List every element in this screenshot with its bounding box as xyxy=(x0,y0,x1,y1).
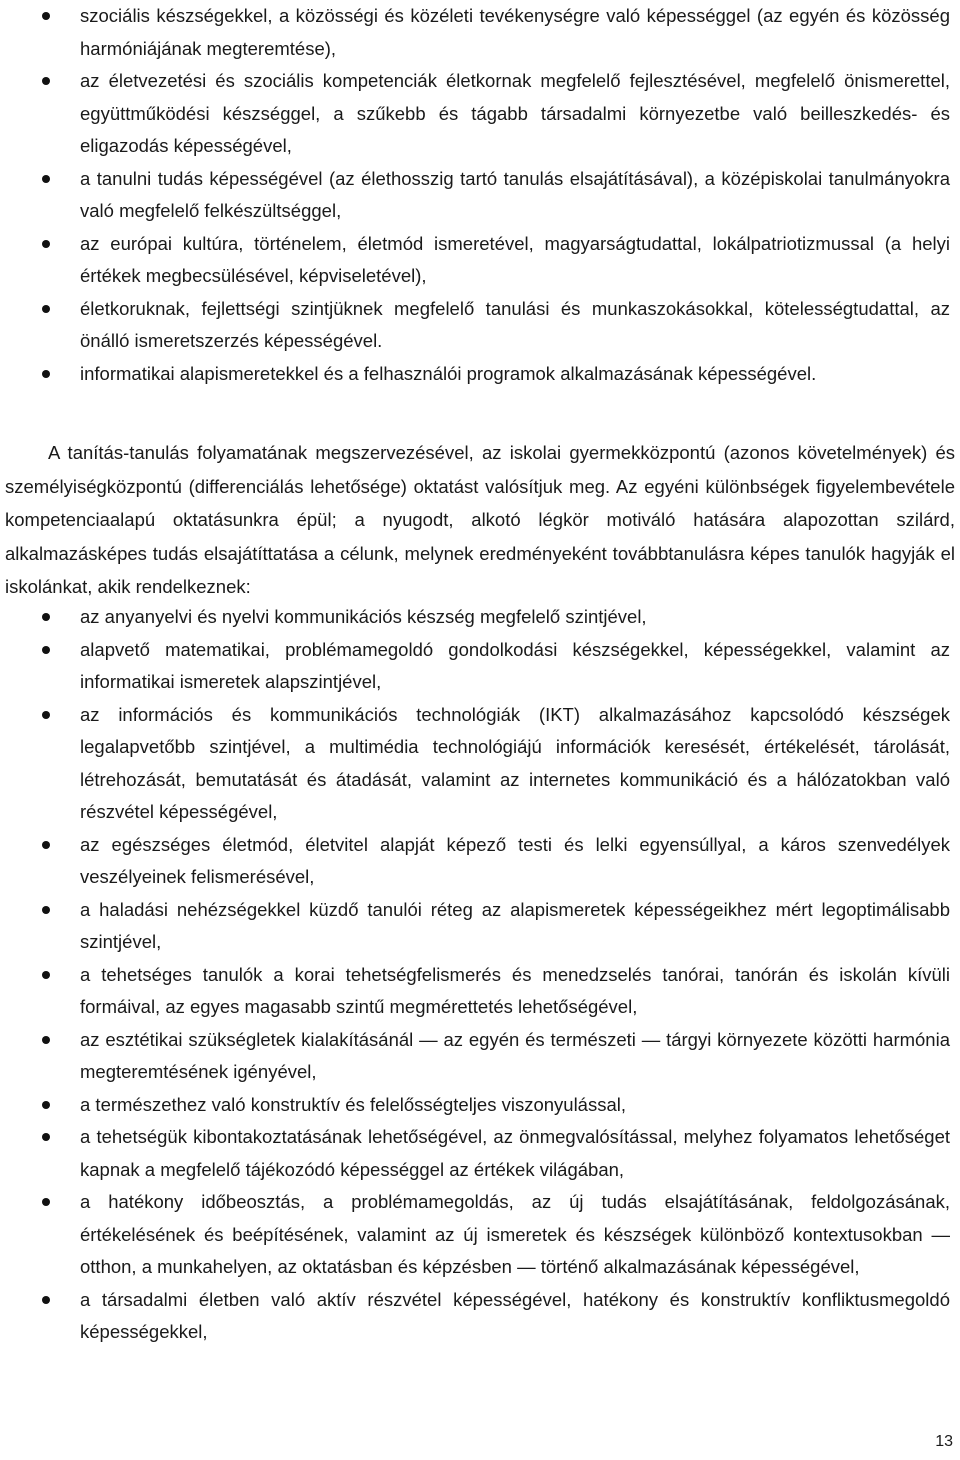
list-item: a hatékony időbeosztás, a problémamegoldás, az új tudás elsajátításának, feldolgozásának, értékelésének és beépítésének, valamint az új ismeretek és készségek különböző kontextusokban — otthon, a munkahelyen, az oktatásban és képzésben — történő alkalmazásának képességével, xyxy=(0,1186,955,1284)
bullet-list-top xyxy=(0,0,955,390)
list-item: a haladási nehézségekkel küzdő tanulói réteg az alapismeretek képességeikhez mért legoptimálisabb szintjével, xyxy=(0,894,955,959)
page-number: 13 xyxy=(935,1433,953,1450)
list-item: informatikai alapismeretekkel és a felhasználói programok alkalmazásának képességével. xyxy=(0,358,955,391)
list-item: a tanulni tudás képességével (az élethosszig tartó tanulás elsajátításával), a középiskolai tanulmányokra való megfelelő felkészültséggel, xyxy=(0,163,955,228)
list-item: az életvezetési és szociális kompetenciák életkornak megfelelő fejlesztésével, megfelelő önismerettel, együttműködési készséggel, a szűkebb és tágabb társadalmi környezetbe való beilleszkedés- és eligazodás képességével, xyxy=(0,65,955,163)
list-item: a természethez való konstruktív és felelősségteljes viszonyulással, xyxy=(0,1089,955,1122)
list-item: életkoruknak, fejlettségi szintjüknek megfelelő tanulási és munkaszokásokkal, kötelességtudattal, az önálló ismeretszerzés képességével. xyxy=(0,293,955,358)
list-item: az európai kultúra, történelem, életmód ismeretével, magyarságtudattal, lokálpatriotizmussal (a helyi értékek megbecsülésével, képviseletével), xyxy=(0,228,955,293)
bullet-list-bottom xyxy=(0,601,955,1349)
list-item: a társadalmi életben való aktív részvétel képességével, hatékony és konstruktív konfliktusmegoldó képességekkel, xyxy=(0,1284,955,1349)
list-item: az egészséges életmód, életvitel alapját képező testi és lelki egyensúllyal, a káros szenvedélyek veszélyeinek felismerésével, xyxy=(0,829,955,894)
list-item: alapvető matematikai, problémamegoldó gondolkodási készségekkel, képességekkel, valamint az informatikai ismeretek alapszintjével, xyxy=(0,634,955,699)
list-item: a tehetséges tanulók a korai tehetségfelismerés és menedzselés tanórai, tanórán és iskolán kívüli formáival, az egyes magasabb szintű megmérettetés lehetőségével, xyxy=(0,959,955,1024)
list-item: az információs és kommunikációs technológiák (IKT) alkalmazásához kapcsolódó készségek legalapvetőbb szintjével, a multimédia technológiájú információk keresését, értékelését, tárolását, létrehozását, bemutatását és átadását, valamint az internetes kommunikáció és a hálózatokban való részvétel képességével, xyxy=(0,699,955,829)
list-item: szociális készségekkel, a közösségi és közéleti tevékenységre való képességgel (az egyén és közösség harmóniájának megteremtése), xyxy=(0,0,955,65)
list-item: a tehetségük kibontakoztatásának lehetőségével, az önmegvalósítással, melyhez folyamatos lehetőséget kapnak a megfelelő tájékozódó képességgel az értékek világában, xyxy=(0,1121,955,1186)
body-paragraph: A tanítás-tanulás folyamatának megszervezésével, az iskolai gyermekközpontú (azonos követelmények) és személyiségközpontú (differenciálás lehetősége) oktatást valósítjuk meg. Az egyéni különbségek figyelembevétele kompetenciaalapú oktatásunkra épül; a nyugodt, alkotó légkör motiváló hatására alapozottan szilárd, alkalmazásképes tudás elsajátíttatása a célunk, melynek eredményeként továbbtanulásra képes tanulók hagyják el iskolánkat, akik rendelkeznek: xyxy=(5,442,955,597)
list-item: az esztétikai szükségletek kialakításánál — az egyén és természeti — tárgyi környezete közötti harmónia megteremtésének igényével, xyxy=(0,1024,955,1089)
list-item: az anyanyelvi és nyelvi kommunikációs készség megfelelő szintjével, xyxy=(0,601,955,634)
